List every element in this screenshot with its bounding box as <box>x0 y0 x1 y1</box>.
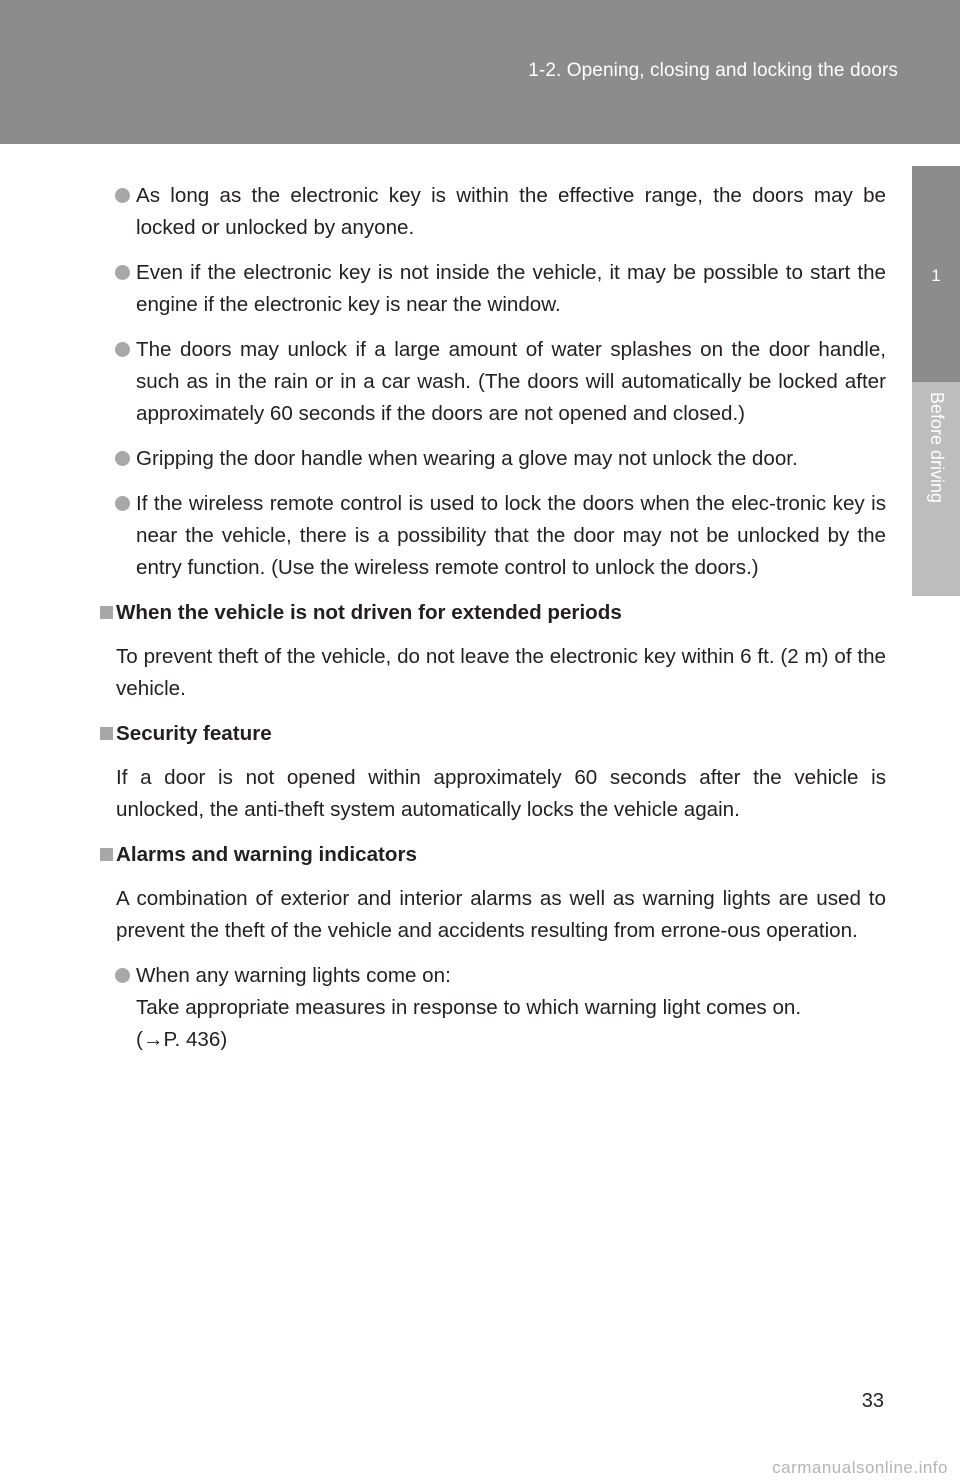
page-reference: (→P. 436) <box>136 1028 228 1051</box>
bullet-item <box>116 180 886 244</box>
bullet-text: If the wireless remote control is used to lock the doors when the elec-tronic key is near the vehicle, there is a possibility that the door may not be unlocked by the entry function. (Use the wireless remote control to unlock the doors.) <box>136 492 886 579</box>
page-header <box>0 0 960 144</box>
section-heading-text: Security feature <box>116 722 272 745</box>
page-number: 33 <box>861 1390 884 1412</box>
bullet-item <box>116 257 886 321</box>
bullet-icon <box>115 968 130 983</box>
bullet-text: Even if the electronic key is not inside the vehicle, it may be possible to start the engine if the electronic key is near the window. <box>136 261 886 316</box>
section-body: To prevent theft of the vehicle, do not leave the electronic key within 6 ft. (2 m) of the vehicle. <box>116 645 886 700</box>
section-body: A combination of exterior and interior alarms as well as warning lights are used to prevent the theft of the vehicle and accidents resulting from errone-ous operation. <box>116 887 886 942</box>
section-heading <box>102 839 886 871</box>
chapter-number: 1 <box>931 266 941 285</box>
page-content <box>116 180 886 1069</box>
bullet-icon <box>115 496 130 511</box>
section-body: If a door is not opened within approximately 60 seconds after the vehicle is unlocked, the anti-theft system automatically locks the vehicle again. <box>116 766 886 821</box>
chapter-tab <box>912 166 960 382</box>
square-bullet-icon <box>100 606 113 619</box>
bullet-text: Gripping the door handle when wearing a glove may not unlock the door. <box>136 447 798 470</box>
section-heading <box>102 718 886 750</box>
watermark: carmanualsonline.info <box>772 1458 948 1477</box>
bullet-text: The doors may unlock if a large amount of water splashes on the door handle, such as in the rain or in a car wash. (The doors will automatically be locked after approximately 60 seconds if the doors are not opened and closed.) <box>136 338 886 425</box>
header-title: 1-2. Opening, closing and locking the doors <box>528 60 898 81</box>
bullet-item <box>116 488 886 584</box>
section-heading-text: Alarms and warning indicators <box>116 843 417 866</box>
square-bullet-icon <box>100 848 113 861</box>
bullet-icon <box>115 188 130 203</box>
sub-bullet-line: When any warning lights come on: <box>136 964 451 987</box>
bullet-item <box>116 443 886 475</box>
bullet-text: As long as the electronic key is within the effective range, the doors may be locked or unlocked by anyone. <box>136 184 886 239</box>
bullet-item <box>116 334 886 430</box>
sub-bullet-line: Take appropriate measures in response to which warning light comes on. <box>136 996 802 1019</box>
warning-lights-bullet <box>116 960 886 1056</box>
bullet-icon <box>115 265 130 280</box>
bullet-icon <box>115 342 130 357</box>
bullet-icon <box>115 451 130 466</box>
section-heading-text: When the vehicle is not driven for extended periods <box>116 601 622 624</box>
chapter-label-tab <box>912 382 960 596</box>
square-bullet-icon <box>100 727 113 740</box>
chapter-label: Before driving <box>927 392 947 504</box>
section-heading <box>102 597 886 629</box>
